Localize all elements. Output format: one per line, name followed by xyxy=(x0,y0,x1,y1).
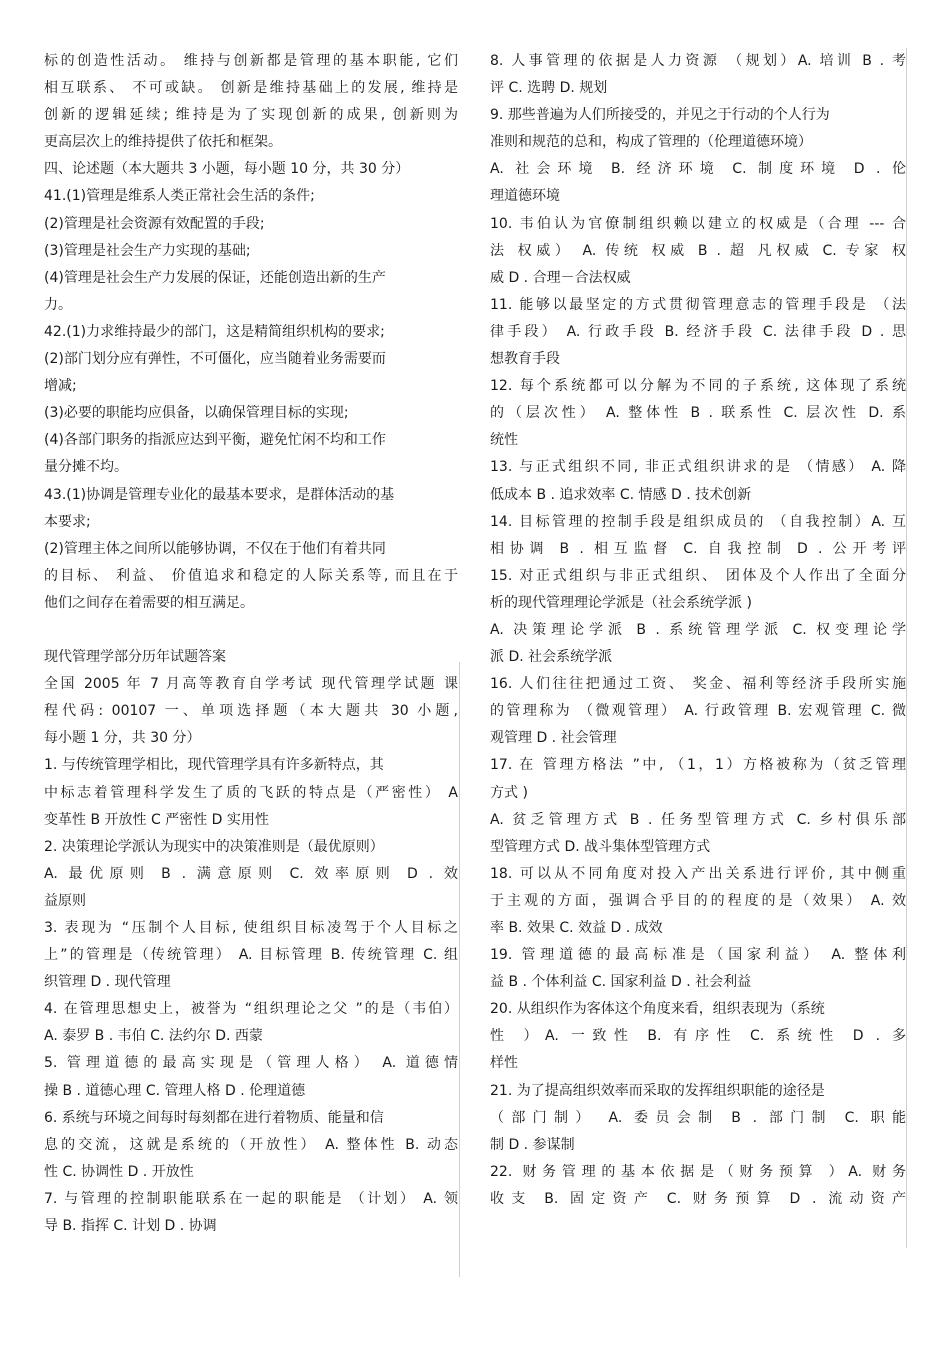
text-line: 制 D . 参谋制 xyxy=(490,1136,575,1153)
text-line: 息的交流，这就是系统的（开放性） A. 整体性 B. 动态 xyxy=(44,1136,458,1153)
text-line: 1. 与传统管理学相比，现代管理学具有许多新特点，其 xyxy=(44,757,384,774)
text-line: 律手段） A. 行政手段 B. 经济手段 C. 法律手段 D . 思 xyxy=(490,323,906,340)
text-line: 18. 可以从不同角度对投入产出关系进行评价, 其中侧重 xyxy=(490,865,906,882)
text-line: 低成本 B . 追求效率 C. 情感 D . 技术创新 xyxy=(490,486,752,503)
text-line: 2. 决策理论学派认为现实中的决策准则是（最优原则） xyxy=(44,838,384,855)
text-line: 每小题 1 分，共 30 分） xyxy=(44,730,201,747)
text-line: 准则和规范的总和，构成了管理的（伦理道德环境） xyxy=(490,134,812,151)
text-line: 13. 与正式组织不同, 非正式组织讲求的是 （情感） A. 降 xyxy=(490,459,906,476)
text-line: 9. 那些普遍为人们所接受的，并见之于行动的个人行为 xyxy=(490,107,830,124)
text-line: 程代码: 00107 一、单项选择题（本大题共 30 小题, xyxy=(44,703,458,720)
text-line: 12. 每个系统都可以分解为不同的子系统, 这体现了系统 xyxy=(490,378,906,395)
text-line: 变革性 B 开放性 C 严密性 D 实用性 xyxy=(44,811,269,828)
left-column xyxy=(44,48,458,1240)
text-line: 标的创造性活动。 维持与创新都是管理的基本职能, 它们 xyxy=(44,53,458,69)
text-line: 42.(1)力求维持最少的部门，这是精简组织机构的要求; xyxy=(44,323,385,340)
text-line: 于主观的方面，强调合乎目的的程度的是（效果） A. 效 xyxy=(490,892,906,909)
text-line: 率 B. 效果 C. 效益 D . 成效 xyxy=(490,920,663,936)
text-line: 10. 韦伯认为官僚制组织赖以建立的权威是（合理 --- 合 xyxy=(490,215,906,232)
text-line: 样性 xyxy=(490,1055,518,1072)
text-line: 统性 xyxy=(490,432,518,449)
text-line: (3)管理是社会生产力实现的基础; xyxy=(44,242,251,259)
text-line: 6. 系统与环境之间每时每刻都在进行着物质、能量和信 xyxy=(44,1109,384,1126)
text-line: 19. 管理道德的最高标准是（国家利益） A. 整体利 xyxy=(490,947,906,964)
text-line: 的管理称为 （微观管理） A. 行政管理 B. 宏观管理 C. 微 xyxy=(490,703,906,720)
text-line: (2)部门划分应有弹性，不可僵化，应当随着业务需要而 xyxy=(44,351,386,368)
text-line: 相互联系、 不可或缺。 创新是维持基础上的发展, 维持是 xyxy=(44,80,458,97)
text-line: 力。 xyxy=(44,296,72,313)
text-line: 43.(1)协调是管理专业化的最基本要求，是群体活动的基 xyxy=(44,486,395,503)
text-line: 更高层次上的维持提供了依托和框架。 xyxy=(44,134,282,151)
text-line: 的目标、 利益、 价值追求和稳定的人际关系等, 而且在于 xyxy=(44,567,458,584)
text-line: 15. 对正式组织与非正式组织、 团体及个人作出了全面分 xyxy=(490,567,906,584)
text-line: (2)管理主体之间所以能够协调，不仅在于他们有着共同 xyxy=(44,540,386,557)
text-line: 现代管理学部分历年试题答案 xyxy=(44,649,226,666)
text-line: 织管理 D . 现代管理 xyxy=(44,974,171,991)
text-line: 本要求; xyxy=(44,513,91,530)
text-line: 5. 管理道德的最高实现是（管理人格） A. 道德情 xyxy=(44,1055,458,1072)
text-line: 观管理 D . 社会管理 xyxy=(490,730,617,747)
text-line: 增减; xyxy=(44,378,77,395)
text-line: 量分摊不均。 xyxy=(44,459,128,476)
text-line: 全国 2005 年 7 月高等教育自学考试 现代管理学试题 课 xyxy=(44,676,458,693)
text-line: 41.(1)管理是维系人类正常社会生活的条件; xyxy=(44,188,315,205)
text-line: 他们之间存在着需要的相互满足。 xyxy=(44,594,254,611)
text-line: 想教育手段 xyxy=(490,351,560,368)
text-line: 理道德环境 xyxy=(490,188,560,205)
text-line: (3)必要的职能均应俱备，以确保管理目标的实现; xyxy=(44,405,349,422)
text-line: 法 权威） A. 传统 权威 B . 超 凡权威 C. 专家 权 xyxy=(490,242,906,259)
text-line: 3. 表现为 “压制个人目标, 使组织目标凌驾于个人目标之 xyxy=(44,920,458,936)
text-line: 威 D . 合理－合法权威 xyxy=(490,269,631,286)
text-line: 评 C. 选聘 D. 规划 xyxy=(490,80,608,97)
text-line: 相协调 B . 相互监督 C. 自我控制 D . 公开考评 xyxy=(490,540,906,557)
text-line: (4)各部门职务的指派应达到平衡，避免忙闲不均和工作 xyxy=(44,432,386,449)
text-line: 11. 能够以最坚定的方式贯彻管理意志的管理手段是 （法 xyxy=(490,296,906,313)
text-line: 8. 人事管理的依据是人力资源 （规划）A. 培训 B . 考 xyxy=(490,53,906,69)
right-column xyxy=(490,48,906,1213)
text-line: 四、论述题（本大题共 3 小题，每小题 10 分，共 30 分） xyxy=(44,161,410,178)
text-line: 21. 为了提高组织效率而采取的发挥组织职能的途径是 xyxy=(490,1082,825,1099)
text-line: 益原则 xyxy=(44,892,86,909)
blank-line xyxy=(44,617,458,644)
text-line: A. 决策理论学派 B . 系统管理学派 C. 权变理论学 xyxy=(490,621,906,638)
text-line: 派 D. 社会系统学派 xyxy=(490,649,613,666)
text-line: A. 泰罗 B . 韦伯 C. 法约尔 D. 西蒙 xyxy=(44,1028,263,1045)
text-line: 操 B . 道德心理 C. 管理人格 D . 伦理道德 xyxy=(44,1082,306,1099)
text-line: 16. 人们往往把通过工资、 奖金、福利等经济手段所实施 xyxy=(490,676,906,693)
text-line: (2)管理是社会资源有效配置的手段; xyxy=(44,215,265,232)
text-line: (4)管理是社会生产力发展的保证，还能创造出新的生产 xyxy=(44,269,386,286)
text-line: 中标志着管理科学发生了质的飞跃的特点是（严密性） A xyxy=(44,784,458,801)
column-divider-right xyxy=(906,48,907,1248)
text-line: 4. 在管理思想史上，被誉为 “组织理论之父 ”的是（韦伯） xyxy=(44,1001,458,1018)
text-line: 收支 B. 固定资产 C. 财务预算 D . 流动资产 xyxy=(490,1190,906,1207)
text-line: 7. 与管理的控制职能联系在一起的职能是 （计划） A. 领 xyxy=(44,1190,458,1207)
text-line: 创新的逻辑延续; 维持是为了实现创新的成果, 创新则为 xyxy=(44,107,458,124)
text-line: 14. 目标管理的控制手段是组织成员的 （自我控制）A. 互 xyxy=(490,513,906,530)
text-line: 方式 ) xyxy=(490,784,528,801)
text-line: A. 社会环境 B. 经济环境 C. 制度环境 D . 伦 xyxy=(490,161,906,178)
text-line: 导 B. 指挥 C. 计划 D . 协调 xyxy=(44,1218,217,1235)
text-line: 益 B . 个体利益 C. 国家利益 D . 社会利益 xyxy=(490,974,752,991)
text-line: 性 C. 协调性 D . 开放性 xyxy=(44,1163,194,1180)
text-line: 性 ）A. 一致性 B. 有序性 C. 系统性 D . 多 xyxy=(490,1028,906,1045)
column-divider-lower xyxy=(459,662,460,1277)
text-line: 析的现代管理理论学派是（社会系统学派 ) xyxy=(490,594,752,611)
text-line: 上”的管理是（传统管理） A. 目标管理 B. 传统管理 C. 组 xyxy=(44,947,458,964)
text-line: 22. 财务管理的基本依据是（财务预算 ）A. 财务 xyxy=(490,1163,906,1180)
text-line: 的（层次性） A. 整体性 B . 联系性 C. 层次性 D. 系 xyxy=(490,405,906,422)
text-line: 型管理方式 D. 战斗集体型管理方式 xyxy=(490,838,711,855)
text-line: A. 贫乏管理方式 B . 任务型管理方式 C. 乡村俱乐部 xyxy=(490,811,906,828)
text-line: 17. 在 管理方格法 ”中, （1，1）方格被称为（贫乏管理 xyxy=(490,757,906,774)
text-line: A. 最优原则 B . 满意原则 C. 效率原则 D . 效 xyxy=(44,865,458,882)
text-line: 20. 从组织作为客体这个角度来看，组织表现为（系统 xyxy=(490,1001,825,1018)
text-line: （部门制） A. 委员会制 B . 部门制 C. 职能 xyxy=(490,1109,906,1126)
